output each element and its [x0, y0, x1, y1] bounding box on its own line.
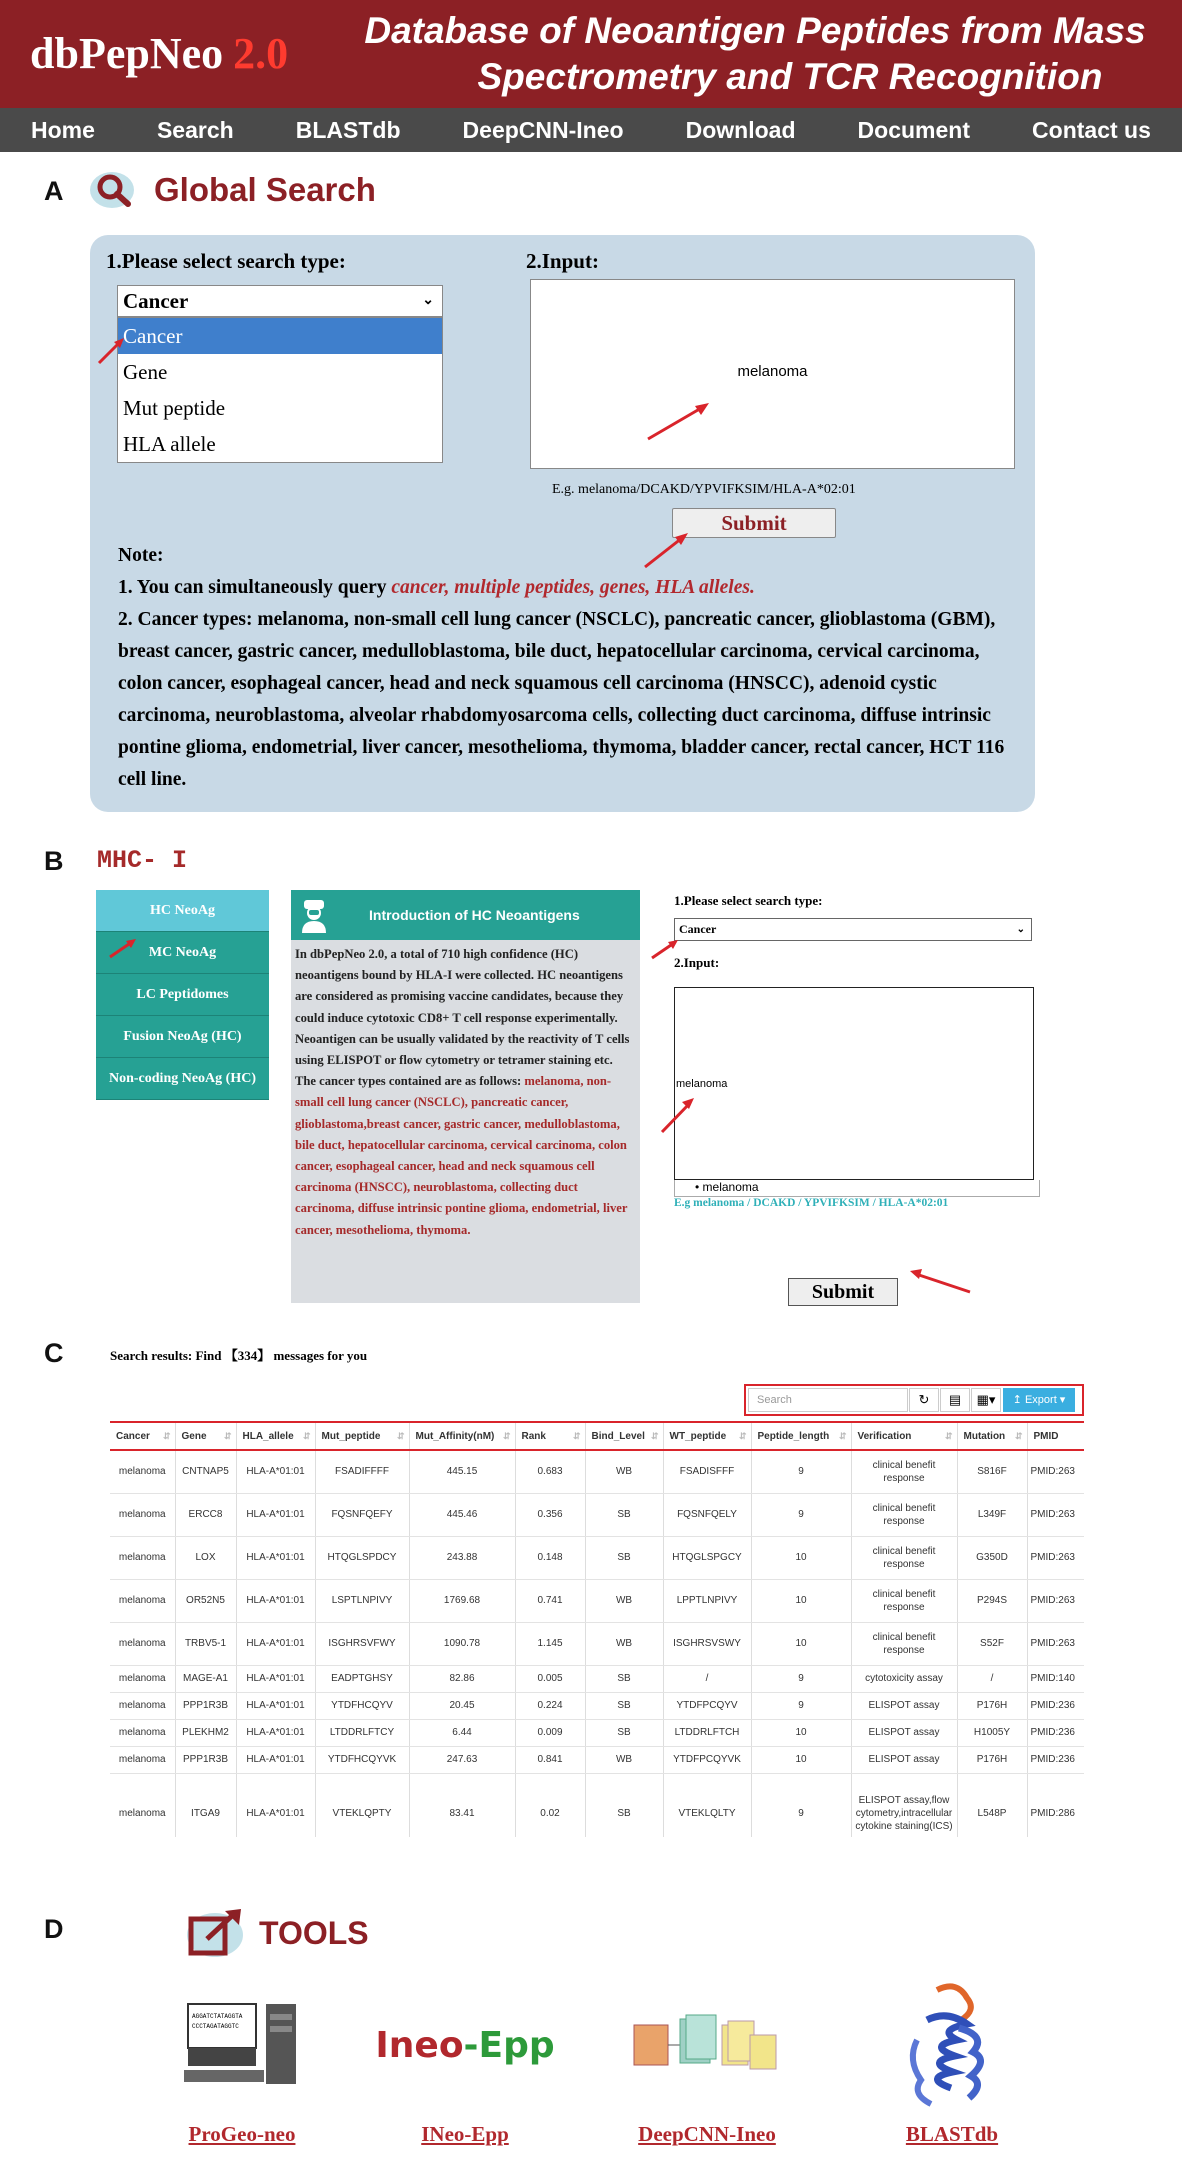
table-cell: 10: [751, 1622, 851, 1665]
table-cell: 0.224: [515, 1692, 585, 1719]
annotation-arrow: [96, 336, 126, 366]
table-cell: melanoma: [110, 1665, 175, 1692]
table-cell: PMID:263: [1027, 1622, 1084, 1665]
chevron-down-icon: ⌄: [1016, 924, 1025, 935]
annotation-arrow: [642, 530, 690, 570]
annotation-arrow: [908, 1268, 972, 1296]
input-example: E.g. melanoma/DCAKD/YPVIFKSIM/HLA-A*02:01: [552, 482, 856, 497]
sort-icon: ⇵: [944, 1430, 953, 1441]
table-cell: 247.63: [409, 1746, 515, 1773]
main-navbar: [0, 108, 1182, 152]
mhc-input-label: 2.Input:: [674, 955, 720, 970]
table-cell: YTDFPCQYV: [663, 1692, 751, 1719]
table-cell: melanoma: [110, 1622, 175, 1665]
ineo-word: Ineo: [375, 2024, 464, 2066]
table-cell: P176H: [957, 1692, 1027, 1719]
table-cell: MAGE-A1: [175, 1665, 236, 1692]
annotation-arrow: [108, 937, 138, 959]
tool-ineo-epp[interactable]: [375, 1980, 555, 2147]
site-header: [0, 0, 1182, 108]
table-cell: clinical benefit response: [851, 1450, 957, 1493]
table-cell: melanoma: [110, 1536, 175, 1579]
nav-document[interactable]: Document: [857, 116, 970, 143]
table-cell: PLEKHM2: [175, 1719, 236, 1746]
mhc-title: MHC- I: [97, 846, 188, 875]
global-search-heading: [88, 168, 376, 212]
results-table: [110, 1421, 1084, 1837]
table-toolbar: [744, 1384, 1084, 1416]
protein-structure-icon: [897, 1980, 1007, 2110]
table-cell: YTDFHCQYV: [315, 1692, 409, 1719]
site-tagline: [340, 8, 1170, 100]
table-cell: cytotoxicity assay: [851, 1665, 957, 1692]
table-cell: clinical benefit response: [851, 1622, 957, 1665]
menu-fusion-neoag[interactable]: Fusion NeoAg (HC): [96, 1016, 269, 1058]
annotation-arrow: [650, 938, 680, 960]
table-cell: melanoma: [110, 1719, 175, 1746]
table-cell: PPP1R3B: [175, 1746, 236, 1773]
table-cell: PMID:263: [1027, 1536, 1084, 1579]
table-cell: SB: [585, 1692, 663, 1719]
table-cell: 0.005: [515, 1665, 585, 1692]
table-cell: 6.44: [409, 1719, 515, 1746]
annotation-arrow: [660, 1096, 696, 1134]
table-cell: 0.841: [515, 1746, 585, 1773]
menu-mc-neoag[interactable]: MC NeoAg: [96, 932, 269, 974]
table-cell: 9: [751, 1773, 851, 1837]
autocomplete-item[interactable]: melanoma: [702, 1180, 759, 1194]
nav-download[interactable]: Download: [685, 116, 796, 143]
table-cell: SB: [585, 1773, 663, 1837]
panel-letter-a: A: [44, 176, 64, 206]
refresh-icon[interactable]: ↻: [909, 1388, 939, 1412]
table-cell: 9: [751, 1493, 851, 1536]
nav-search[interactable]: Search: [156, 116, 234, 143]
table-cell: PPP1R3B: [175, 1692, 236, 1719]
table-cell: ELISPOT assay: [851, 1719, 957, 1746]
search-notes: [118, 540, 1018, 796]
mhc-search-type-label: 1.Please select search type:: [674, 893, 823, 908]
table-cell: CNTNAP5: [175, 1450, 236, 1493]
table-cell: SB: [585, 1665, 663, 1692]
table-cell: FSADIFFFF: [315, 1450, 409, 1493]
epp-word: -Epp: [463, 2024, 555, 2066]
tools-title: TOOLS: [259, 1914, 369, 1951]
note-1-prefix: 1. You can simultaneously query: [118, 577, 392, 598]
cnn-diagram-icon: [632, 2005, 782, 2085]
table-cell: 0.02: [515, 1773, 585, 1837]
logo-version: 2.0: [233, 29, 289, 78]
table-cell: 445.46: [409, 1493, 515, 1536]
table-cell: ITGA9: [175, 1773, 236, 1837]
col-header[interactable]: Verification ⇵: [851, 1422, 957, 1450]
table-cell: LTDDRLFTCH: [663, 1719, 751, 1746]
input-label: 2.Input:: [526, 249, 599, 273]
table-cell: ISGHRSVFWY: [315, 1622, 409, 1665]
toggle-view-icon[interactable]: ▤: [940, 1388, 970, 1412]
col-header[interactable]: Gene ⇵: [175, 1422, 236, 1450]
tool-label-ineo-epp[interactable]: INeo-Epp: [421, 2122, 509, 2146]
mhc-input-example: E.g melanoma / DCAKD / YPVIFKSIM / HLA-A*02:01: [674, 1197, 949, 1209]
note-1-highlight: cancer, multiple peptides, genes, HLA alleles.: [391, 577, 755, 598]
intro-body-text: In dbPepNeo 2.0, a total of 710 high confidence (HC) neoantigens bound by HLA-I were collected. HC neoantigens are considered as promising vaccine candidates, because they could induce cytotoxic CD8+ T cell response experimentally. Neoantigen can be usually validated by the reactivity of T cells using ELISPOT or flow cytometry or tetramer staining etc. The cancer types contained are as follows:: [295, 947, 630, 1089]
mhc-submit-button[interactable]: Submit: [788, 1278, 898, 1306]
sort-icon: ⇵: [302, 1430, 311, 1441]
table-cell: /: [663, 1665, 751, 1692]
option-mut-peptide[interactable]: Mut peptide: [123, 396, 226, 420]
table-cell: PMID:236: [1027, 1719, 1084, 1746]
results-body: [110, 1450, 1084, 1837]
table-cell: HLA-A*01:01: [236, 1622, 315, 1665]
table-cell: 10: [751, 1746, 851, 1773]
progeo-seq-2: CCCTAGATAGGTC: [192, 2023, 239, 2030]
columns-icon[interactable]: ▦▾: [971, 1388, 1001, 1412]
table-cell: WB: [585, 1579, 663, 1622]
submit-button[interactable]: Submit: [672, 508, 836, 538]
col-header[interactable]: Rank ⇵: [515, 1422, 585, 1450]
table-cell: LTDDRLFTCY: [315, 1719, 409, 1746]
tool-label-deepcnn-ineo[interactable]: DeepCNN-Ineo: [638, 2122, 776, 2146]
sort-icon: ⇵: [396, 1430, 405, 1441]
tool-progeo-neo[interactable]: [152, 1980, 332, 2147]
col-header[interactable]: Mutation ⇵: [957, 1422, 1027, 1450]
table-cell: PMID:263: [1027, 1579, 1084, 1622]
table-cell: PMID:236: [1027, 1692, 1084, 1719]
table-cell: ERCC8: [175, 1493, 236, 1536]
intro-panel: [291, 890, 640, 1303]
table-cell: G350D: [957, 1536, 1027, 1579]
table-cell: clinical benefit response: [851, 1579, 957, 1622]
sort-icon: ⇵: [838, 1430, 847, 1441]
table-cell: ELISPOT assay: [851, 1746, 957, 1773]
table-cell: PMID:236: [1027, 1746, 1084, 1773]
sort-icon: ⇵: [162, 1430, 171, 1441]
search-type-label: 1.Please select search type:: [106, 249, 346, 273]
sort-icon: ⇵: [223, 1430, 232, 1441]
intro-text: [291, 940, 640, 1241]
table-cell: 9: [751, 1665, 851, 1692]
table-cell: HLA-A*01:01: [236, 1692, 315, 1719]
table-row[interactable]: [110, 1579, 1084, 1622]
sort-icon: ⇵: [738, 1430, 747, 1441]
col-header[interactable]: HLA_allele ⇵: [236, 1422, 315, 1450]
table-row[interactable]: [110, 1622, 1084, 1665]
sort-icon: ⇵: [502, 1430, 511, 1441]
export-label: Export: [1024, 1394, 1057, 1406]
table-cell: WB: [585, 1622, 663, 1665]
table-cell: ELISPOT assay: [851, 1692, 957, 1719]
table-cell: melanoma: [110, 1579, 175, 1622]
table-cell: TRBV5-1: [175, 1622, 236, 1665]
sort-icon: ⇵: [572, 1430, 581, 1441]
tool-label-progeo-neo[interactable]: ProGeo-neo: [188, 2122, 296, 2146]
intro-header: [291, 890, 640, 940]
researcher-icon: [299, 897, 329, 933]
table-cell: VTEKLQLTY: [663, 1773, 751, 1837]
search-type-dropdown: [117, 317, 443, 463]
option-cancer[interactable]: Cancer: [118, 318, 442, 354]
table-cell: clinical benefit response: [851, 1493, 957, 1536]
progeo-seq-1: AGGATCTATAGGTA: [192, 2013, 243, 2020]
table-cell: 20.45: [409, 1692, 515, 1719]
table-cell: YTDFHCQYVK: [315, 1746, 409, 1773]
table-cell: SB: [585, 1493, 663, 1536]
table-header-row: [110, 1422, 1084, 1450]
table-cell: H1005Y: [957, 1719, 1027, 1746]
blastdb-protein-image: [862, 1980, 1042, 2110]
table-cell: HLA-A*01:01: [236, 1719, 315, 1746]
table-cell: 445.15: [409, 1450, 515, 1493]
table-cell: 0.683: [515, 1450, 585, 1493]
col-header[interactable]: Peptide_length ⇵: [751, 1422, 851, 1450]
table-row[interactable]: [110, 1493, 1084, 1536]
search-type-select[interactable]: [117, 285, 443, 317]
table-cell: SB: [585, 1536, 663, 1579]
search-type-value: Cancer: [123, 289, 189, 313]
table-row[interactable]: [110, 1719, 1084, 1746]
table-cell: 243.88: [409, 1536, 515, 1579]
deepcnn-ineo-diagram: [617, 1980, 797, 2110]
table-cell: LOX: [175, 1536, 236, 1579]
table-cell: PMID:263: [1027, 1450, 1084, 1493]
menu-noncoding-neoag[interactable]: Non-coding NeoAg (HC): [96, 1058, 269, 1100]
table-cell: FSADISFFF: [663, 1450, 751, 1493]
table-row[interactable]: [110, 1773, 1084, 1837]
chevron-down-icon: ⌄: [422, 293, 434, 308]
table-cell: /: [957, 1665, 1027, 1692]
table-cell: HTQGLSPDCY: [315, 1536, 409, 1579]
table-cell: melanoma: [110, 1493, 175, 1536]
autocomplete-list: • melanoma: [674, 1180, 1040, 1197]
tools-heading: [185, 1907, 369, 1959]
panel-letter-c: C: [44, 1338, 64, 1368]
table-cell: L349F: [957, 1493, 1027, 1536]
table-cell: HLA-A*01:01: [236, 1746, 315, 1773]
nav-deepcnn-ineo[interactable]: DeepCNN-Ineo: [462, 116, 624, 143]
table-cell: HLA-A*01:01: [236, 1773, 315, 1837]
magnifier-icon: [88, 168, 140, 212]
table-cell: HLA-A*01:01: [236, 1665, 315, 1692]
progeo-neo-logo: [152, 1980, 332, 2110]
table-cell: HTQGLSPGCY: [663, 1536, 751, 1579]
panel-letter-b: B: [44, 846, 64, 876]
mhc-side-menu: [96, 890, 269, 1100]
nav-blastdb[interactable]: BLASTdb: [295, 116, 401, 143]
table-cell: melanoma: [110, 1692, 175, 1719]
table-cell: PMID:140: [1027, 1665, 1084, 1692]
global-search-title: Global Search: [154, 171, 376, 208]
table-cell: clinical benefit response: [851, 1536, 957, 1579]
table-cell: HLA-A*01:01: [236, 1493, 315, 1536]
table-cell: P294S: [957, 1579, 1027, 1622]
nav-home[interactable]: Home: [31, 116, 95, 143]
mhc-query-input[interactable]: melanoma: [674, 987, 1034, 1180]
table-cell: 82.86: [409, 1665, 515, 1692]
table-cell: LPPTLNPIVY: [663, 1579, 751, 1622]
sort-icon: ⇵: [1014, 1430, 1023, 1441]
table-cell: 10: [751, 1579, 851, 1622]
tagline-line-1: Database of Neoantigen Peptides from Mass: [364, 10, 1146, 51]
tool-label-blastdb[interactable]: BLASTdb: [905, 2122, 999, 2146]
menu-hc-neoag[interactable]: HC NeoAg: [96, 890, 269, 932]
table-cell: ELISPOT assay,flow cytometry,intracellular cytokine staining(ICS): [851, 1773, 957, 1837]
note-2: 2. Cancer types: melanoma, non-small cell lung cancer (NSCLC), pancreatic cancer, glioblastoma (GBM), breast cancer, gastric cancer, medulloblastoma, bile duct, hepatocellular carcinoma, cervical carcinoma, colon cancer, esophageal cancer, head and neck squamous cell carcinoma (HNSCC), adenoid cystic carcinoma, neuroblastoma, alveolar rhabdomyosarcoma cells, collecting duct carcinoma, diffuse intrinsic pontine glioma, endometrial, liver cancer, mesothelioma, thymoma, bladder cancer, rectal cancer, HCT 116 cell line.: [118, 609, 1005, 790]
table-cell: FQSNFQELY: [663, 1493, 751, 1536]
results-caption: Search results: Find 【334】 messages for you: [110, 1348, 368, 1363]
mhc-search-type-value: Cancer: [679, 922, 717, 936]
sort-icon: ⇵: [650, 1430, 659, 1441]
table-cell: melanoma: [110, 1773, 175, 1837]
col-header[interactable]: PMID: [1027, 1422, 1084, 1450]
table-row[interactable]: [110, 1450, 1084, 1493]
annotation-arrow: [645, 400, 711, 442]
table-cell: 1090.78: [409, 1622, 515, 1665]
table-cell: 0.009: [515, 1719, 585, 1746]
table-cell: HLA-A*01:01: [236, 1579, 315, 1622]
col-header[interactable]: Mut_peptide ⇵: [315, 1422, 409, 1450]
export-button[interactable]: ↥ Export ▾: [1003, 1388, 1075, 1412]
col-header[interactable]: Bind_Level ⇵: [585, 1422, 663, 1450]
logo-main: dbPepNeo: [30, 29, 224, 78]
tool-deepcnn-ineo[interactable]: [617, 1980, 797, 2147]
table-cell: L548P: [957, 1773, 1027, 1837]
table-cell: HLA-A*01:01: [236, 1536, 315, 1579]
menu-lc-peptidomes[interactable]: LC Peptidomes: [96, 974, 269, 1016]
option-hla-allele[interactable]: HLA allele: [123, 432, 216, 456]
ineo-epp-logo: [375, 1980, 555, 2110]
table-cell: 0.148: [515, 1536, 585, 1579]
table-cell: WB: [585, 1450, 663, 1493]
table-search-input[interactable]: Search: [748, 1388, 908, 1412]
table-cell: LSPTLNPIVY: [315, 1579, 409, 1622]
col-header[interactable]: WT_peptide ⇵: [663, 1422, 751, 1450]
table-cell: EADPTGHSY: [315, 1665, 409, 1692]
table-cell: OR52N5: [175, 1579, 236, 1622]
option-gene[interactable]: Gene: [123, 360, 168, 384]
nav-contact-us[interactable]: Contact us: [1032, 116, 1151, 143]
table-row[interactable]: [110, 1746, 1084, 1773]
table-cell: YTDFPCQYVK: [663, 1746, 751, 1773]
table-cell: HLA-A*01:01: [236, 1450, 315, 1493]
mhc-search-type-select[interactable]: [674, 918, 1032, 941]
intro-cancer-types: melanoma, non-small cell lung cancer (NSCLC), pancreatic cancer, glioblastoma,breast cancer, gastric cancer, medulloblastoma, bile duct, hepatocellular carcinoma, cervical carcinoma, colon cancer, esophageal cancer, head and neck squamous cell carcinoma (HNSCC), neuroblastoma, collecting duct carcinoma, diffuse intrinsic pontine glioma, endometrial, liver cancer, mesothelioma, thymoma.: [295, 1074, 628, 1237]
table-row[interactable]: [110, 1536, 1084, 1579]
table-cell: S52F: [957, 1622, 1027, 1665]
tool-blastdb[interactable]: [862, 1980, 1042, 2147]
table-cell: S816F: [957, 1450, 1027, 1493]
table-cell: 10: [751, 1536, 851, 1579]
table-cell: PMID:286: [1027, 1773, 1084, 1837]
external-link-icon: [185, 1907, 245, 1959]
panel-letter-d: D: [44, 1914, 64, 1944]
table-cell: FQSNFQEFY: [315, 1493, 409, 1536]
table-cell: 0.356: [515, 1493, 585, 1536]
table-cell: melanoma: [110, 1450, 175, 1493]
note-1: [118, 572, 1018, 604]
results-table-wrapper: [110, 1421, 1084, 1837]
table-cell: 9: [751, 1692, 851, 1719]
computer-icon: [182, 1990, 302, 2100]
table-cell: melanoma: [110, 1746, 175, 1773]
table-cell: P176H: [957, 1746, 1027, 1773]
table-cell: SB: [585, 1719, 663, 1746]
table-cell: WB: [585, 1746, 663, 1773]
table-cell: VTEKLQPTY: [315, 1773, 409, 1837]
tagline-line-2: Spectrometry and TCR Recognition: [477, 56, 1103, 97]
site-logo[interactable]: [30, 28, 288, 79]
global-search-panel: [90, 235, 1035, 812]
intro-title: Introduction of HC Neoantigens: [369, 907, 580, 923]
table-row[interactable]: [110, 1692, 1084, 1719]
table-cell: 1769.68: [409, 1579, 515, 1622]
table-cell: 9: [751, 1450, 851, 1493]
query-input[interactable]: melanoma: [530, 279, 1015, 469]
table-cell: 83.41: [409, 1773, 515, 1837]
col-header[interactable]: Mut_Affinity(nM) ⇵: [409, 1422, 515, 1450]
table-cell: ISGHRSVSWY: [663, 1622, 751, 1665]
table-cell: 10: [751, 1719, 851, 1746]
table-cell: 0.741: [515, 1579, 585, 1622]
table-cell: 1.145: [515, 1622, 585, 1665]
table-row[interactable]: [110, 1665, 1084, 1692]
col-header[interactable]: Cancer ⇵: [110, 1422, 175, 1450]
note-title: Note:: [118, 545, 164, 566]
table-cell: PMID:263: [1027, 1493, 1084, 1536]
